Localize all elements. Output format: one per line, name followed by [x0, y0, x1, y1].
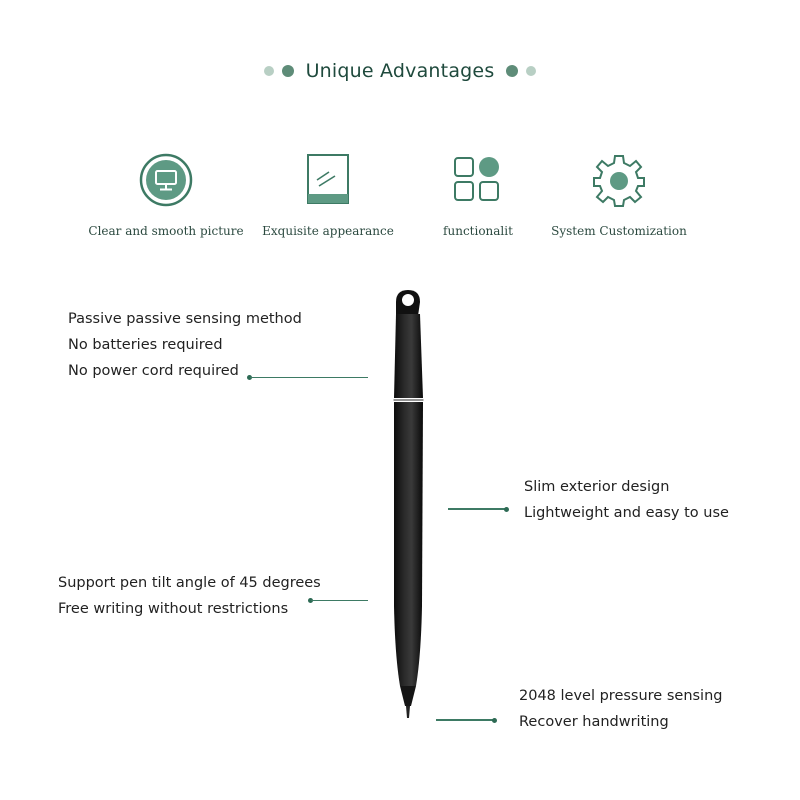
callout-text: Recover handwriting	[519, 714, 669, 730]
callout-text: Passive passive sensing method	[68, 311, 302, 327]
pointer-dot	[492, 718, 497, 723]
callout-sensing	[68, 306, 302, 384]
feature-item-picture	[86, 150, 246, 238]
pointer-line	[436, 719, 494, 721]
pointer-dot	[504, 507, 509, 512]
dot-icon	[282, 65, 294, 77]
callout-text: 2048 level pressure sensing	[519, 688, 723, 704]
pointer-line	[250, 377, 368, 379]
callout-text: No power cord required	[68, 363, 239, 379]
callout-pressure	[519, 683, 722, 735]
stylus-pen-image	[378, 286, 438, 726]
monitor-icon	[86, 150, 246, 210]
decorative-dots-right	[506, 65, 536, 77]
pointer-line	[311, 600, 368, 602]
feature-label: Exquisite appearance	[262, 224, 394, 238]
feature-label: System Customization	[551, 224, 687, 238]
callout-text: Slim exterior design	[524, 479, 670, 495]
callout-text: Lightweight and easy to use	[524, 505, 729, 521]
pointer-line	[448, 508, 506, 510]
features-row	[0, 150, 800, 250]
callout-tilt	[58, 570, 321, 622]
feature-item-appearance	[248, 150, 408, 238]
feature-item-functionality	[398, 150, 558, 238]
callout-design	[524, 474, 729, 526]
tablet-icon	[248, 150, 408, 210]
feature-label: Clear and smooth picture	[88, 224, 244, 238]
feature-item-customization	[539, 150, 699, 238]
section-header	[0, 56, 800, 86]
feature-label: functionalit	[443, 224, 513, 238]
dot-icon	[264, 66, 274, 76]
callout-text: Free writing without restrictions	[58, 601, 289, 617]
dot-icon	[526, 66, 536, 76]
dot-icon	[506, 65, 518, 77]
grid-apps-icon	[398, 150, 558, 210]
callout-text: No batteries required	[68, 337, 223, 353]
decorative-dots-left	[264, 65, 294, 77]
page-title: Unique Advantages	[305, 60, 495, 82]
callout-text: Support pen tilt angle of 45 degrees	[58, 575, 321, 591]
gear-icon	[539, 150, 699, 210]
